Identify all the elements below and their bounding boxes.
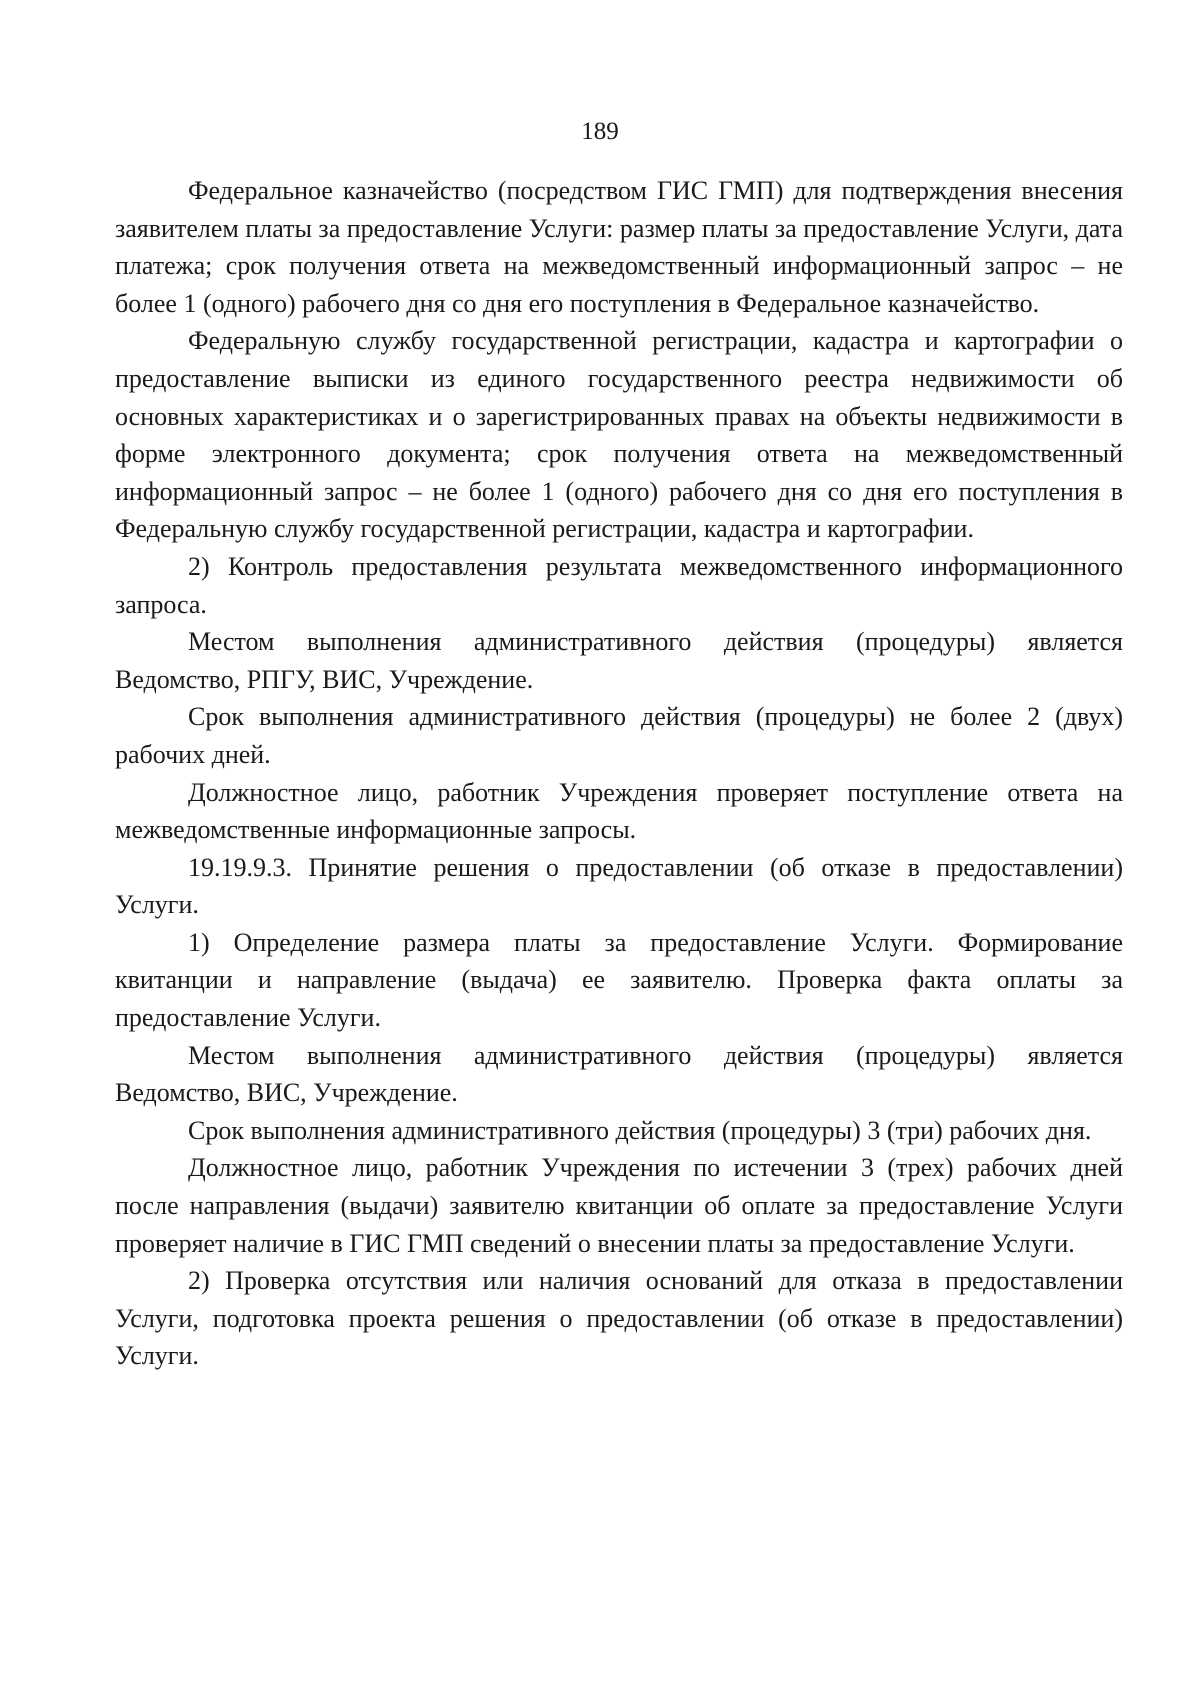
paragraph-federal-treasury: Федеральное казначейство (посредством ГИС ГМП) для подтверждения внесения заявителем платы за предоставление Услуги: размер платы за предоставление Услуги, дата платежа; срок получения ответа на межведомственный информационный запрос – не более 1 (одного) рабочего дня со дня его поступления в Федеральное казначейство. xyxy=(115,176,1123,318)
paragraph-place-of-execution: Местом выполнения административного действия (процедуры) является Ведомство, РПГУ, ВИС, Учреждение. xyxy=(115,627,1123,694)
paragraph-execution-term-2: Срок выполнения административного действия (процедуры) 3 (три) рабочих дня. xyxy=(188,1115,1092,1145)
page-number: 189 xyxy=(581,118,619,145)
paragraph-payment-check: Должностное лицо, работник Учреждения по истечении 3 (трех) рабочих дней после направления (выдачи) заявителю квитанции об оплате за предоставление Услуги проверяет наличие в ГИС ГМП сведений о внесении платы за предоставление Услуги. xyxy=(115,1153,1123,1258)
paragraph-rosreestr-request: Федеральную службу государственной регистрации, кадастра и картографии о предоставление выписки из единого государственного реестра недвижимости об основных характеристиках и о зарегистрированных правах на объекты недвижимости в форме электронного документа; срок получения ответа на межведомственный информационный запрос – не более 1 (одного) рабочего дня со дня его поступления в Федеральную службу государственной регистрации, кадастра и картографии. xyxy=(115,326,1123,544)
document-body xyxy=(115,172,1123,1375)
paragraph-section-19-19-9-3: 19.19.9.3. Принятие решения о предоставлении (об отказе в предоставлении) Услуги. xyxy=(115,852,1123,920)
paragraph-responsible-official: Должностное лицо, работник Учреждения проверяет поступление ответа на межведомственные информационные запросы. xyxy=(115,777,1123,845)
paragraph-place-of-execution-2: Местом выполнения административного действия (процедуры) является Ведомство, ВИС, Учреждение. xyxy=(115,1040,1123,1108)
paragraph-refusal-grounds-check: 2) Проверка отсутствия или наличия оснований для отказа в предоставлении Услуги, подготовка проекта решения о предоставлении (об отказе в предоставлении) Услуги. xyxy=(115,1266,1123,1371)
paragraph-execution-term: Срок выполнения административного действия (процедуры) не более 2 (двух) рабочих дней. xyxy=(115,702,1123,769)
paragraph-fee-determination: 1) Определение размера платы за предоставление Услуги. Формирование квитанции и направление (выдача) ее заявителю. Проверка факта оплаты за предоставление Услуги. xyxy=(115,927,1123,1033)
paragraph-control-step-2: 2) Контроль предоставления результата межведомственного информационного запроса. xyxy=(115,551,1123,619)
